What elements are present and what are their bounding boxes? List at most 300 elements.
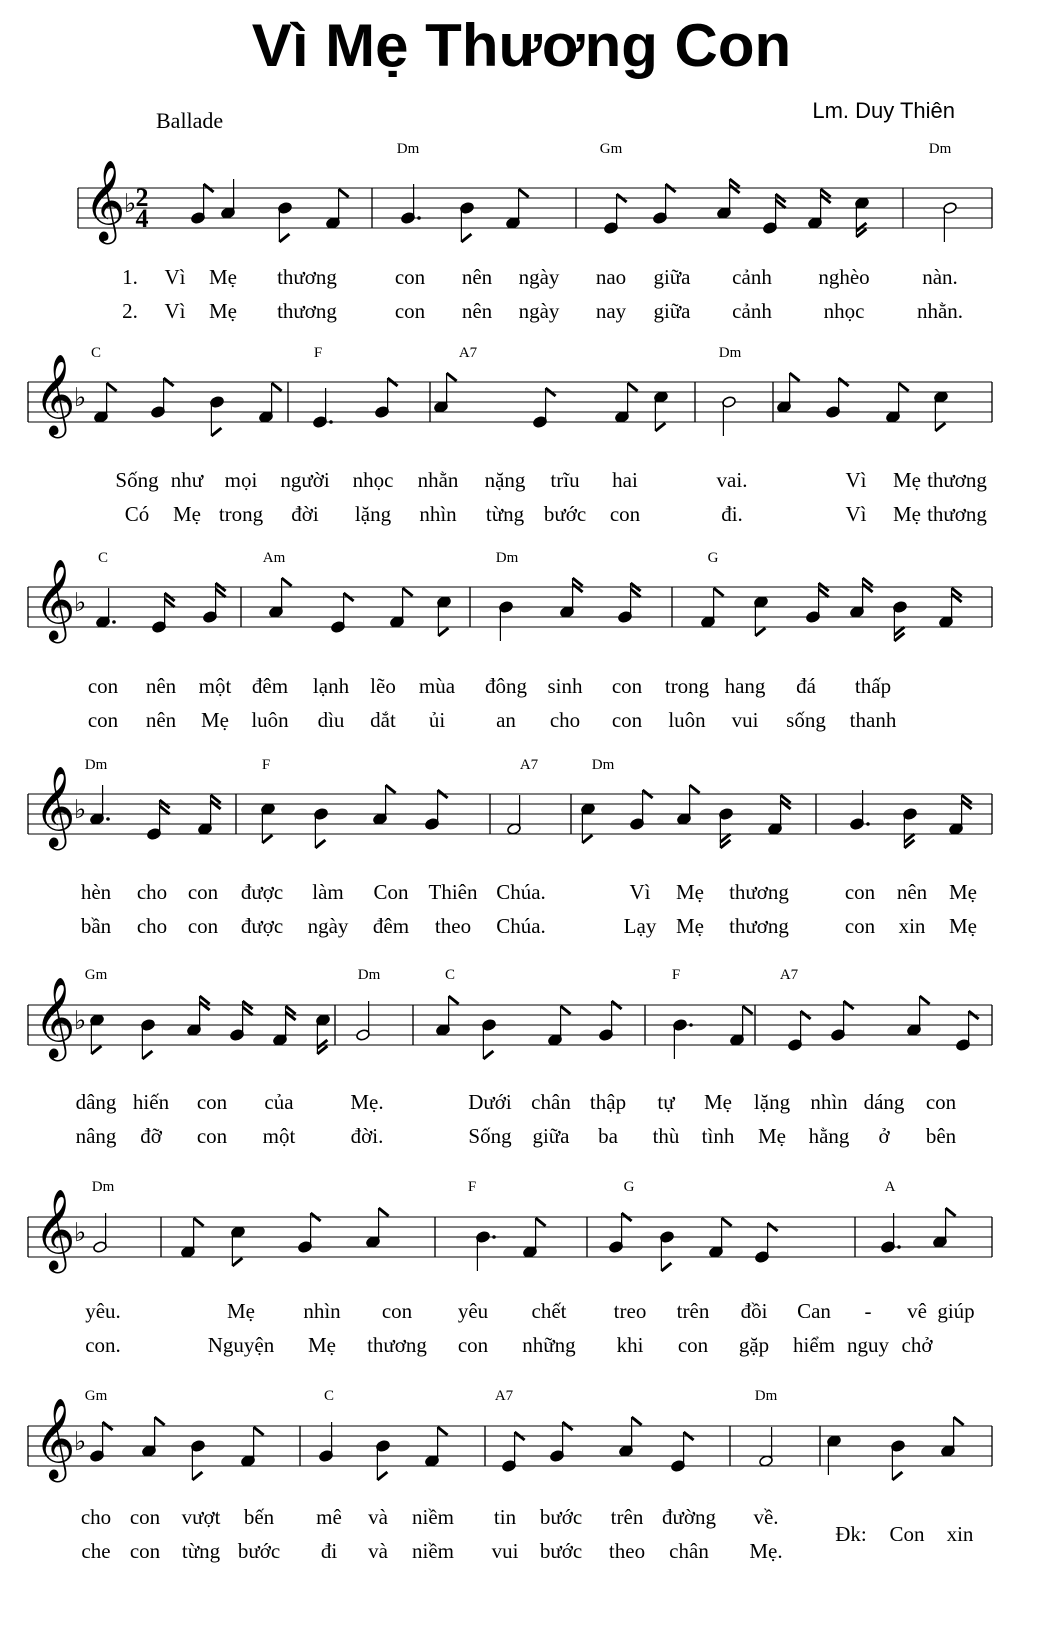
lyric-syllable: nhằn. [916,299,964,323]
lyric-syllable: con [394,265,426,289]
note [855,197,870,237]
lyric-syllable: cảnh [732,299,772,323]
lyric-syllable: giữa [653,265,691,289]
lyric-syllable: trong [664,674,710,698]
lyric-syllable: thương [927,502,987,526]
lyric-syllable: nghèo [818,265,870,289]
chord-symbol: Gm [599,141,623,157]
lyric-syllable: Mẹ [758,1124,786,1148]
chord-symbols [92,1179,896,1195]
lyric-syllable: thương [277,299,337,323]
time-signature-numerator: 2 [135,183,149,212]
note [373,785,396,825]
lyric-syllable: bước [539,1539,583,1563]
note [891,1440,906,1480]
lyric-syllable: Can [797,1299,831,1323]
lyric-syllable: trên [610,1505,644,1529]
lyric-syllable: cho [136,914,168,938]
lyric-syllable: con [611,674,643,698]
lyric-syllable: đường [662,1505,716,1529]
lyric-syllable: dâng [75,1090,117,1114]
note [187,996,210,1036]
chord-symbol: F [467,1179,477,1195]
note [499,601,514,641]
lyric-syllable: nâng [75,1124,117,1148]
lyric-syllable: yêu. [85,1299,121,1323]
lyric-syllable: một [262,1124,296,1148]
note [730,1006,753,1046]
chord-symbol: C [323,1388,335,1404]
note [181,1218,204,1258]
lyric-syllable: bần [80,914,112,938]
staff [28,1426,992,1466]
chord-symbol: Dm [84,757,108,773]
lyric-syllable: con [381,1299,413,1323]
lyric-syllable: cho [80,1505,112,1529]
music-system [28,1388,992,1563]
note [261,803,276,843]
note [278,202,293,242]
lyric-syllable: hiến [132,1090,170,1114]
lyric-syllable: trĩu [550,468,580,492]
lyric-syllable: con [196,1124,228,1148]
note [141,1019,156,1059]
note [434,373,457,413]
lyric-syllable: nay [595,299,627,323]
note [319,1422,334,1462]
lyric-syllable: con [611,708,643,732]
lyric-syllable: Vì [629,880,651,904]
lyrics-verse1 [115,468,987,492]
note [907,996,930,1036]
treble-clef-icon: 𝄞 [84,163,126,240]
note [615,383,638,423]
note [366,1208,389,1248]
chord-symbols [91,345,742,361]
note [210,396,225,436]
lyric-syllable: cho [549,708,581,732]
lyrics-verse2 [122,299,963,323]
lyric-syllable: thanh [849,708,897,732]
chord-symbols [85,1388,778,1404]
lyric-syllable: bến [243,1505,275,1529]
composer-name: Lm. Duy Thiên [812,98,955,123]
staff [28,1217,992,1257]
chord-symbol: Gm [84,967,108,983]
note [390,588,413,628]
lyric-syllable: sinh [547,674,583,698]
lyric-syllable: mọi [224,468,258,492]
lyrics-verse1 [88,674,891,698]
lyric-syllable: một [198,674,232,698]
lyric-syllable: Mẹ [949,880,977,904]
refrain-cue-word: Con [889,1522,925,1546]
lyric-syllable: con [129,1539,161,1563]
lyric-syllable: Mẹ [201,708,229,732]
staff [78,188,992,228]
lyric-syllable: đông [485,674,527,698]
chord-symbol: Dm [91,1179,115,1195]
chord-symbol: Dm [357,967,381,983]
lyric-syllable: nao [595,265,627,289]
note [96,588,116,628]
lyric-syllable: theo [434,914,472,938]
key-signature-flat-icon: ♭ [74,1218,87,1247]
lyric-syllable: Mẹ [704,1090,732,1114]
lyric-syllable: luôn [668,708,706,732]
lyric-syllable: Dưới [468,1090,512,1114]
lyric-syllable: Mẹ [676,914,704,938]
note [314,808,329,848]
lyrics-verse2 [76,1124,957,1148]
time-signature-denominator: 4 [135,204,149,233]
chord-symbols [98,550,719,566]
lyric-syllable: lặng [354,502,392,526]
chord-symbol: Dm [396,141,420,157]
note [316,1014,331,1054]
song-title: Vì Mẹ Thương Con [251,12,792,79]
lyric-syllable: thương [277,265,337,289]
lyric-syllable: con [844,880,876,904]
lyric-syllable: nên [461,299,493,323]
refrain-cue-word: Đk: [835,1522,867,1546]
note [717,179,740,219]
lyric-syllable: - [864,1299,872,1323]
lyric-syllable: con. [85,1333,121,1357]
note [677,785,700,825]
treble-clef-icon: 𝄞 [34,980,76,1057]
lyric-syllable: nên [145,708,177,732]
lyric-syllable: chân [531,1090,571,1114]
lyric-syllable: an [496,708,516,732]
chord-symbol: F [671,967,681,983]
lyrics-verse2 [88,708,897,732]
lyric-syllable: niềm [412,1539,454,1563]
lyric-syllable: hèn [80,880,112,904]
note [231,1226,246,1266]
lyric-syllable: Nguyện [207,1333,275,1357]
lyric-syllable: ba [598,1124,618,1148]
lyric-syllable: đi [320,1539,338,1563]
note [376,1440,391,1480]
note [903,808,918,848]
lyric-syllable: giữa [653,299,691,323]
lyric-syllable: con [925,1090,957,1114]
lyric-syllable: Mẹ [173,502,201,526]
note [93,1213,108,1253]
note [90,785,110,825]
lyric-syllable: trong [218,502,264,526]
treble-clef-icon: 𝄞 [34,357,76,434]
note [548,1006,571,1046]
lyric-syllable: cho [136,880,168,904]
lyric-syllable: dắt [370,708,396,732]
note [654,391,669,431]
lyric-syllable: Sống [115,468,159,492]
key-signature-flat-icon: ♭ [74,383,87,412]
key-signature-flat-icon: ♭ [74,1006,87,1035]
chord-symbol: Dm [754,1388,778,1404]
lyric-syllable: hằng [808,1124,850,1148]
lyric-syllable: Vì [845,502,867,526]
note [777,373,800,413]
lyric-syllable: con [844,914,876,938]
lyric-syllable: con [187,880,219,904]
lyric-syllable: lẽo [370,674,396,698]
lyric-syllable: vui [491,1539,519,1563]
lyric-syllable: về. [753,1505,779,1529]
note [808,189,831,229]
lyric-syllable: cảnh [732,265,772,289]
lyric-syllable: Mẹ [949,914,977,938]
chord-symbols [397,141,952,157]
note [768,795,791,835]
lyric-syllable: đời. [350,1124,384,1148]
lyric-syllable: con [187,914,219,938]
chord-symbol: Dm [591,757,615,773]
lyric-syllable: đi. [721,502,743,526]
chord-symbol: Dm [928,141,952,157]
chord-symbol: A [884,1179,896,1195]
note [94,383,117,423]
lyric-syllable: đời [291,502,319,526]
lyric-syllable: Chúa. [496,914,546,938]
note [939,588,962,628]
lyric-syllable: thù [652,1124,680,1148]
note [719,808,734,848]
lyric-syllable: được [240,914,284,938]
lyric-syllable: lạnh [312,674,350,698]
note [90,1014,105,1054]
lyric-syllable: và [368,1505,388,1529]
key-signature-flat-icon: ♭ [74,795,87,824]
lyric-syllable: con [87,674,119,698]
refrain-cue [835,1522,974,1546]
lyric-syllable: Thiên [428,880,478,904]
lyric-syllable: của [264,1090,294,1114]
note [436,996,459,1036]
note [507,795,522,835]
note [401,184,421,224]
note [482,1019,497,1059]
lyric-syllable: đỡ [140,1124,162,1148]
note [886,383,909,423]
note [437,596,452,636]
music-system [28,967,992,1148]
lyric-syllable: mùa [418,674,456,698]
lyric-syllable: nhọc [823,299,865,323]
note [850,790,870,830]
lyric-syllable: Mẹ [209,299,237,323]
note [198,795,221,835]
note [941,1417,964,1457]
note [933,1208,956,1248]
lyric-syllable: con [677,1333,709,1357]
note [241,1427,264,1467]
note [273,1006,296,1046]
lyric-syllable: tình [701,1124,735,1148]
lyric-syllable: ở [878,1124,890,1148]
note [425,1427,448,1467]
lyric-syllable: hai [612,468,638,492]
lyric-syllable: giữa [532,1124,570,1148]
chord-symbol: A7 [458,345,478,361]
lyric-syllable: Con [373,880,409,904]
lyric-syllable: nguy [847,1333,889,1357]
chord-symbol: C [444,967,456,983]
lyric-syllable: dìu [317,708,345,732]
lyrics-verse2 [125,502,988,526]
lyric-syllable: nên [145,674,177,698]
lyric-syllable: nhìn [303,1299,341,1323]
lyric-syllable: treo [613,1299,647,1323]
lyric-syllable: Mẹ [676,880,704,904]
lyrics-verse2 [81,914,977,938]
lyric-syllable: Vì [164,299,186,323]
lyric-syllable: Vì [164,265,186,289]
note [560,578,583,618]
chord-symbol: F [313,345,323,361]
lyric-syllable: Mẹ [209,265,237,289]
note [269,578,292,618]
lyric-syllable: Mẹ. [749,1539,783,1563]
chord-symbol: C [97,550,109,566]
lyric-syllable: ngày [307,914,349,938]
lyric-syllable: xin [898,914,926,938]
lyric-syllable: thương [927,468,987,492]
note [701,588,724,628]
treble-clef-icon: 𝄞 [34,562,76,639]
lyric-syllable: làm [312,880,344,904]
lyric-syllable: chết [531,1299,567,1323]
lyric-syllable: thập [589,1090,627,1114]
lyric-syllable: con [196,1090,228,1114]
lyric-syllable: Mẹ [227,1299,255,1323]
lyric-syllable: gặp [738,1333,770,1357]
lyric-syllable: được [240,880,284,904]
chord-symbols [85,967,799,983]
note [581,803,596,843]
lyric-syllable: như [170,468,204,492]
chord-symbol: Gm [84,1388,108,1404]
lyric-syllable: Lạy [623,914,657,938]
note [660,1231,675,1271]
music-system [28,345,992,526]
chord-symbol: A7 [494,1388,514,1404]
chord-symbols [85,757,615,773]
lyric-syllable: yêu [457,1299,489,1323]
lyrics-verse2 [85,1333,933,1357]
refrain-cue-word: xin [946,1522,974,1546]
lyric-syllable: bước [543,502,587,526]
chord-symbol: Dm [718,345,742,361]
lyric-syllable: bên [925,1124,957,1148]
lyric-syllable: nhìn [419,502,457,526]
staff [28,1005,992,1045]
lyric-syllable: vê [907,1299,927,1323]
note [850,578,873,618]
chord-symbol: Am [262,550,286,566]
lyric-syllable: Mẹ [893,502,921,526]
lyrics-verse1 [85,1299,974,1323]
lyric-syllable: người [280,468,330,492]
note [356,1001,371,1041]
lyric-syllable: thương [729,914,789,938]
lyric-syllable: sống [786,708,826,732]
lyric-syllable: thương [367,1333,427,1357]
lyric-syllable: tin [493,1505,517,1529]
lyric-syllable: luôn [251,708,289,732]
lyric-syllable: nàn. [922,265,958,289]
music-system [28,1179,992,1357]
tempo-marking: Ballade [156,108,224,133]
lyric-syllable: bước [237,1539,281,1563]
lyric-syllable: Có [124,502,150,526]
lyric-syllable: nhằn [417,468,459,492]
lyric-syllable: vượt [181,1505,221,1529]
note [191,1440,206,1480]
lyric-syllable: nên [461,265,493,289]
lyric-syllable: chở [901,1333,933,1357]
lyric-syllable: lặng [753,1090,791,1114]
note [506,189,529,229]
chord-symbol: A7 [779,967,799,983]
note [619,1417,642,1457]
lyric-syllable: và [368,1539,388,1563]
lyric-syllable: che [81,1539,111,1563]
note [934,391,949,431]
lyric-syllable: hang [724,674,766,698]
lyric-syllable: ngày [518,299,560,323]
lyric-syllable: đá [796,674,816,698]
key-signature-flat-icon: ♭ [74,588,87,617]
chord-symbol: C [90,345,102,361]
lyric-syllable: hiểm [793,1333,835,1357]
lyric-syllable: bước [539,1505,583,1529]
lyric-syllable: con [129,1505,161,1529]
treble-clef-icon: 𝄞 [34,769,76,846]
note [759,1427,774,1467]
note [460,202,475,242]
treble-clef-icon: 𝄞 [34,1192,76,1269]
chord-symbol: F [261,757,271,773]
lyric-syllable: thấp [854,674,892,698]
note [722,396,737,436]
lyrics-verse1 [76,1090,957,1114]
lyric-syllable: niềm [412,1505,454,1529]
lyric-syllable: con [394,299,426,323]
lyric-syllable: đêm [372,914,410,938]
music-system [28,757,992,938]
note [142,1417,165,1457]
lyric-syllable: ngày [518,265,560,289]
chord-symbol: G [707,550,719,566]
lyric-syllable: trên [676,1299,710,1323]
lyrics-verse1 [81,880,977,904]
chord-symbol: Dm [495,550,519,566]
music-system [28,550,992,732]
lyric-syllable: đồi [740,1299,768,1323]
staff [28,382,992,422]
note [709,1218,732,1258]
note [943,202,958,242]
lyric-syllable: nhọc [352,468,394,492]
lyric-syllable: những [522,1333,576,1357]
lyric-syllable: Chúa. [496,880,546,904]
lyric-syllable: 2. [122,299,138,323]
lyric-syllable: theo [608,1539,646,1563]
note [476,1231,496,1271]
